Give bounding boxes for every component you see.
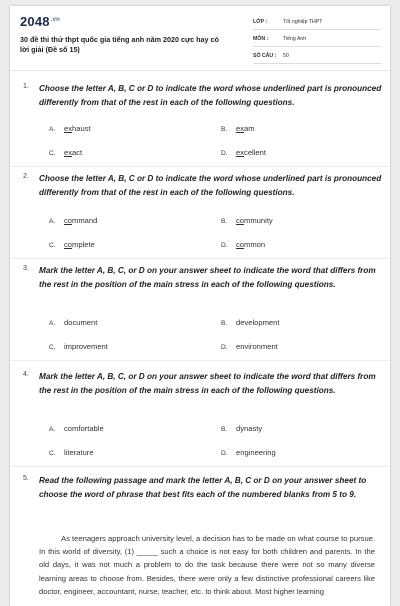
option-b[interactable] — [221, 318, 279, 327]
document-page — [10, 6, 390, 606]
meta-value: 50 — [283, 53, 289, 59]
logo-text: 2048 — [20, 14, 50, 29]
question-text: Mark the letter A, B, C, or D on your answer sheet to indicate the word that differs from the rest in the position of the main stress in each of the following questions. — [39, 372, 376, 395]
option-b[interactable] — [221, 216, 273, 225]
option-letter: B. — [221, 218, 228, 225]
option-text: mmon — [244, 240, 266, 249]
option-text: engineering — [236, 448, 276, 457]
site-logo[interactable] — [20, 14, 60, 29]
option-text: improvement — [64, 342, 108, 351]
option-letter: C. — [49, 242, 56, 249]
question-divider — [10, 360, 390, 361]
option-underlined: ex — [64, 124, 73, 133]
option-letter: C. — [49, 450, 56, 457]
option-underlined: co — [236, 216, 245, 225]
option-underlined: ex — [236, 148, 245, 157]
meta-info — [253, 16, 381, 67]
meta-row-count — [253, 50, 381, 64]
option-letter: A. — [49, 426, 56, 433]
meta-value: Tiếng Anh — [283, 36, 307, 42]
option-c[interactable] — [49, 148, 82, 157]
option-text: literature — [64, 448, 94, 457]
document-title: 30 đề thi thử thpt quốc gia tiếng anh năm 2020 cực hay có lời giải (Đề số 15) — [20, 35, 219, 54]
option-underlined: co — [64, 216, 73, 225]
meta-row-class — [253, 16, 381, 30]
option-text: mmunity — [244, 216, 273, 225]
option-d[interactable] — [221, 448, 276, 457]
option-text: dynasty — [236, 424, 263, 433]
option-letter: D. — [221, 450, 228, 457]
question-number: 2. — [23, 173, 29, 180]
document-header — [20, 14, 382, 66]
option-d[interactable] — [221, 240, 265, 249]
question-text: Read the following passage and mark the letter A, B, C or D on your answer sheet to choose the word of phrase that best fits each of the numbered blanks from 5 to 9. — [39, 476, 367, 499]
option-c[interactable] — [49, 448, 94, 457]
option-a[interactable] — [49, 424, 104, 433]
option-letter: B. — [221, 426, 228, 433]
question-divider — [10, 466, 390, 467]
question-text: Choose the letter A, B, C or D to indicate the word whose underlined part is pronounced differently from that of the rest in each of the following questions. — [39, 174, 382, 197]
option-letter: B. — [221, 320, 228, 327]
option-underlined: ex — [236, 124, 245, 133]
option-a[interactable] — [49, 318, 97, 327]
meta-key: LỚP : — [253, 19, 268, 25]
option-letter: B. — [221, 126, 228, 133]
option-letter: C. — [49, 344, 56, 351]
option-text: haust — [72, 124, 91, 133]
question-text: Mark the letter A, B, C, or D on your answer sheet to indicate the word that differs from the rest in the position of the main stress in each of the following questions. — [39, 266, 376, 289]
option-letter: A. — [49, 320, 56, 327]
question-divider — [10, 166, 390, 167]
option-b[interactable] — [221, 424, 262, 433]
question-number: 3. — [23, 265, 29, 272]
question-number: 1. — [23, 83, 29, 90]
meta-key: MÔN : — [253, 36, 269, 42]
option-letter: A. — [49, 126, 56, 133]
option-text: document — [64, 318, 98, 327]
option-b[interactable] — [221, 124, 255, 133]
option-text: act — [72, 148, 83, 157]
reading-passage — [39, 532, 375, 598]
meta-row-subject — [253, 33, 381, 47]
option-a[interactable] — [49, 216, 97, 225]
option-text: comfortable — [64, 424, 104, 433]
option-text: environment — [236, 342, 278, 351]
meta-value: Tốt nghiệp THPT — [283, 19, 323, 25]
question-number: 5. — [23, 475, 29, 482]
option-letter: D. — [221, 242, 228, 249]
option-text: cellent — [244, 148, 266, 157]
option-a[interactable] — [49, 124, 91, 133]
option-c[interactable] — [49, 342, 108, 351]
question-text: Choose the letter A, B, C or D to indicate the word whose underlined part is pronounced differently from that of the rest in each of the following questions. — [39, 84, 382, 107]
question-divider — [10, 258, 390, 259]
logo-suffix: .vn — [50, 16, 61, 23]
option-text: mmand — [72, 216, 98, 225]
question-number: 4. — [23, 371, 29, 378]
passage-paragraph: As teenagers approach university level, a decision has to be made on what course to pursue. In this world of diversity, (1) _____ such a choice is not easy for both children and parents. In the old days, it was not much a problem to do the task because there were not so many diverse learning areas to choose from. Besides, there were only a few distinctive professional careers like doctor, engineer, accountant, nurse, teacher, etc. to think about. Most higher learning — [39, 534, 375, 596]
header-divider — [10, 70, 390, 71]
option-underlined: co — [236, 240, 245, 249]
meta-key: SỐ CÂU : — [253, 53, 277, 59]
option-underlined: co — [64, 240, 73, 249]
option-underlined: ex — [64, 148, 73, 157]
option-d[interactable] — [221, 148, 266, 157]
option-letter: D. — [221, 344, 228, 351]
option-letter: D. — [221, 150, 228, 157]
option-letter: A. — [49, 218, 56, 225]
option-d[interactable] — [221, 342, 278, 351]
option-c[interactable] — [49, 240, 95, 249]
option-text: am — [244, 124, 255, 133]
option-text: development — [236, 318, 280, 327]
option-letter: C. — [49, 150, 56, 157]
option-text: mplete — [72, 240, 95, 249]
